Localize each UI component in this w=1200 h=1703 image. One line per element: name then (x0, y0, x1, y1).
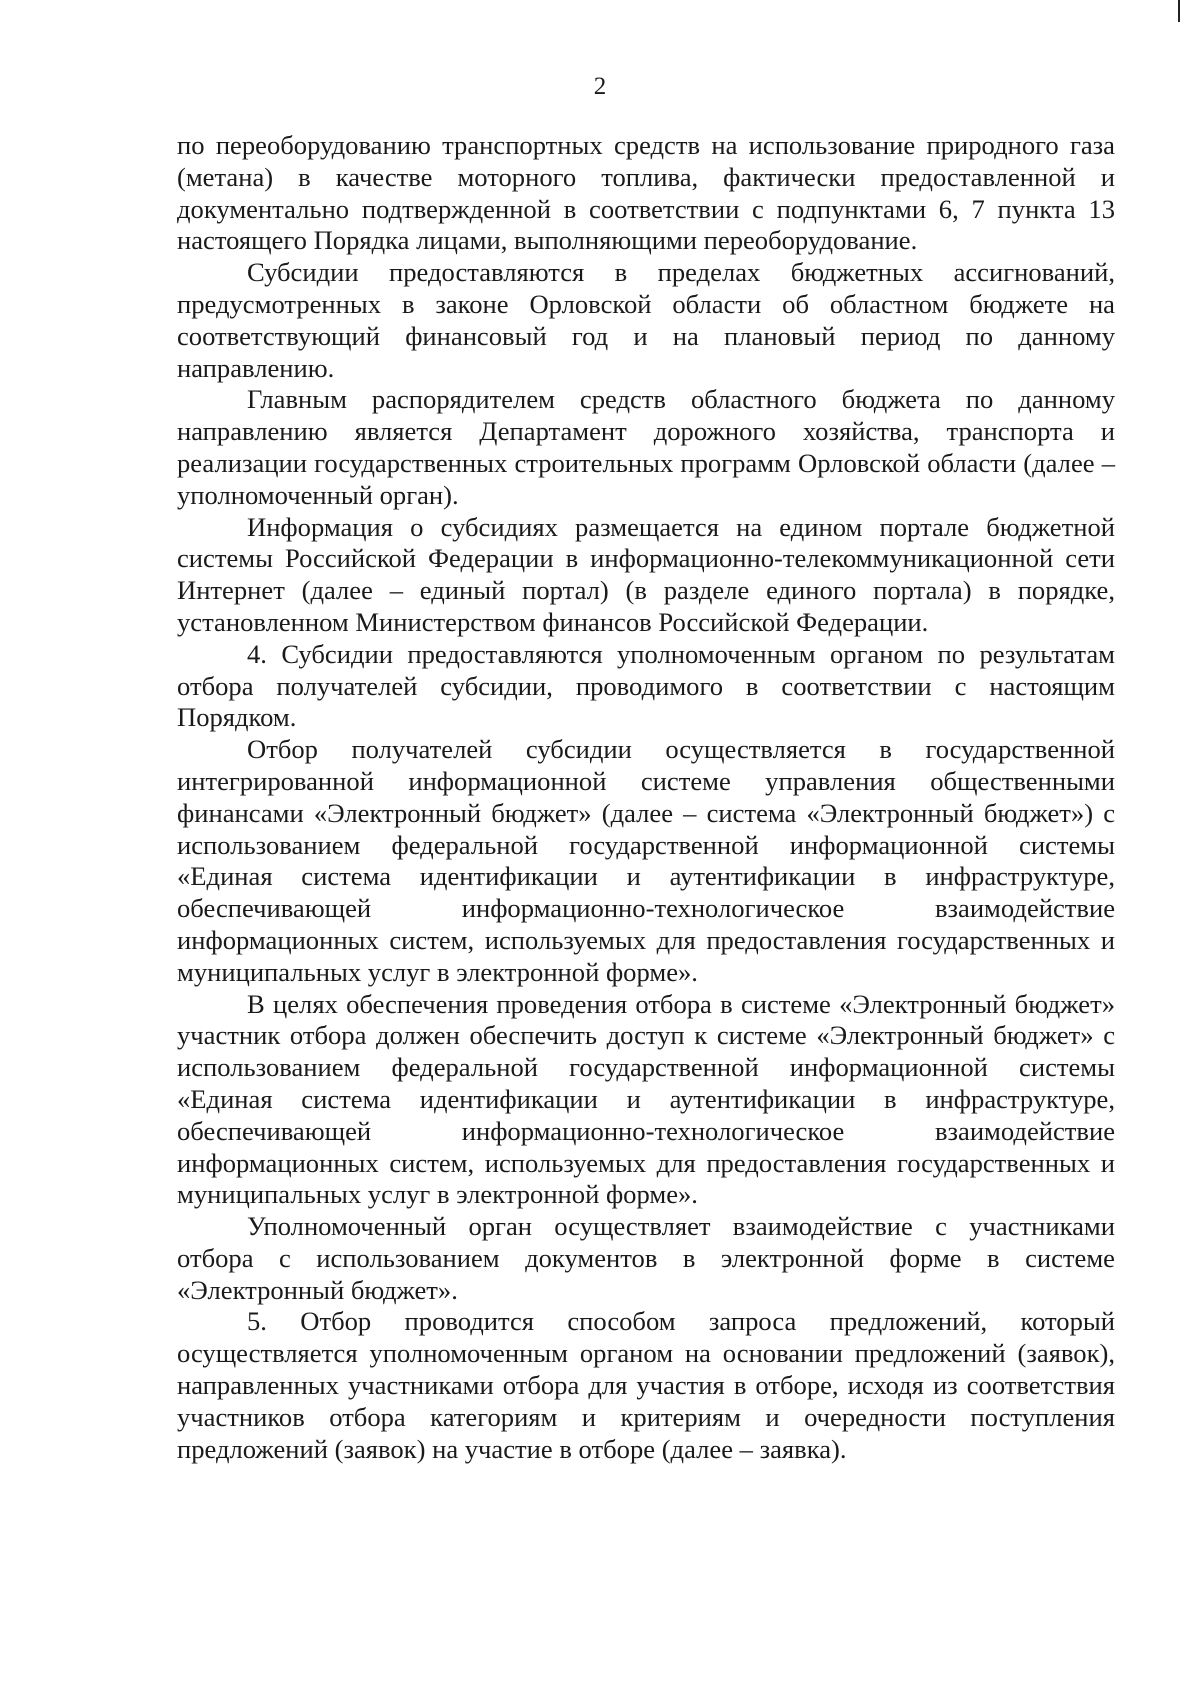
paragraph-subsidy-limits: Субсидии предоставляются в пределах бюджетных ассигнований, предусмотренных в законе Орловской области об областном бюджете на соответствующий финансовый год и на плановый период по данному направлению. (177, 257, 1115, 383)
paragraph-item-5: 5. Отбор проводится способом запроса предложений, который осуществляется уполномоченным органом на основании предложений (заявок), направленных участниками отбора для участия в отборе, исходя из соответствия участников отбора категориям и критериям и очередности поступления предложений (заявок) на участие в отборе (далее – заявка). (177, 1306, 1115, 1464)
paragraph-portal-info: Информация о субсидиях размещается на едином портале бюджетной системы Российской Федерации в информационно-телекоммуникационной сети Интернет (далее – единый портал) (в разделе единого портала) в порядке, установленном Министерством финансов Российской Федерации. (177, 511, 1115, 637)
document-body (177, 130, 1115, 1465)
scan-edge-mark (1178, 0, 1180, 22)
paragraph-continuation: по переоборудованию транспортных средств на использование природного газа (метана) в качестве моторного топлива, фактически предоставленной и документально подтвержденной в соответствии с подпунктами 6, 7 пункта 13 настоящего Порядка лицами, выполняющими переоборудование. (177, 130, 1115, 256)
page-number: 2 (593, 73, 607, 100)
paragraph-selection-system: Отбор получателей субсидии осуществляется в государственной интегрированной информационной системе управления общественными финансами «Электронный бюджет» (далее – система «Электронный бюджет») с использованием федеральной государственной информационной системы «Единая система идентификации и аутентификации в инфраструктуре, обеспечивающей информационно-технологическое взаимодействие информационных систем, используемых для предоставления государственных и муниципальных услуг в электронной форме». (177, 734, 1115, 987)
paragraph-interaction: Уполномоченный орган осуществляет взаимодействие с участниками отбора с использованием документов в электронной форме в системе «Электронный бюджет». (177, 1211, 1115, 1305)
paragraph-item-4: 4. Субсидии предоставляются уполномоченным органом по результатам отбора получателей субсидии, проводимого в соответствии с настоящим Порядком. (177, 638, 1115, 733)
paragraph-main-administrator: Главным распорядителем средств областного бюджета по данному направлению является Департамент дорожного хозяйства, транспорта и реализации государственных строительных программ Орловской области (далее – уполномоченный орган). (177, 384, 1115, 510)
paragraph-access-requirement: В целях обеспечения проведения отбора в системе «Электронный бюджет» участник отбора должен обеспечить доступ к системе «Электронный бюджет» с использованием федеральной государственной информационной системы «Единая система идентификации и аутентификации в инфраструктуре, обеспечивающей информационно-технологическое взаимодействие информационных систем, используемых для предоставления государственных и муниципальных услуг в электронной форме». (177, 988, 1115, 1210)
